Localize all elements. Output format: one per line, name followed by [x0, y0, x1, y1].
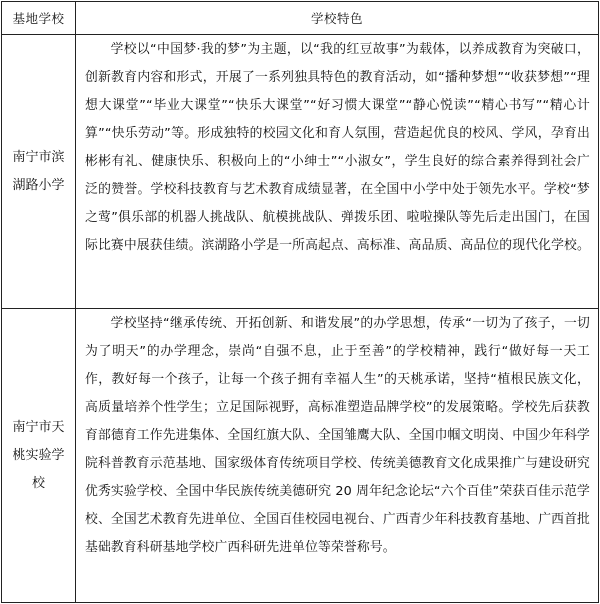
school-feature-table [1, 1, 599, 603]
table-row [2, 35, 599, 309]
school-name-line: 湖路小学 [12, 177, 65, 193]
school-name-line: 南宁市天 [12, 419, 65, 435]
header-feature: 学校特色 [76, 2, 599, 35]
school-feature-text: 学校坚持“继承传统、开拓创新、和谐发展”的办学思想，传承“一切为了孩子，一切为了明天”的办学理念，崇尚“自强不息，止于至善”的学校精神，践行“做好每一天工作，教好每一个孩子，让每一个孩子拥有幸福人生”的天桃承诺，坚持“植根民族文化，高质量培养个性学生；立足国际视野，高标准塑造品牌学校”的发展策略。学校先后获教育部德育工作先进集体、全国红旗大队、全国雏鹰大队、全国巾帼文明岗、中国少年科学院科普教育示范基地、国家级体育传统项目学校、传统美德教育文化成果推广与建设研究优秀实验学校、全国中华民族传统美德研究 20 周年纪念论坛“六个百佳”荣获百佳示范学校、全国艺术教育先进单位、全国百佳校园电视台、广西青少年科技教育基地、广西首批基础教育科研基地学校广西科研先进单位等荣誉称号。 [76, 309, 599, 603]
school-name-line: 南宁市滨 [12, 149, 65, 165]
school-name-line: 桃实验学 [12, 447, 65, 463]
school-name-cell [2, 309, 76, 603]
school-name-cell [2, 35, 76, 309]
school-name-line: 校 [31, 475, 45, 491]
table-header-row [2, 2, 599, 35]
table-row [2, 309, 599, 603]
school-feature-text: 学校以“中国梦·我的梦”为主题，以“我的红豆故事”为载体，以养成教育为突破口，创新教育内容和形式，开展了一系列独具特色的教育活动，如“播种梦想”“收获梦想”“理想大课堂”“毕业大课堂”“快乐大课堂”“好习惯大课堂”“静心悦读”“精心书写”“精心计算”“快乐劳动”等。形成独特的校园文化和育人氛围，营造起优良的校风、学风，孕育出彬彬有礼、健康快乐、积极向上的“小绅士”“小淑女”，学生良好的综合素养得到社会广泛的赞誉。学校科技教育与艺术教育成绩显著，在全国中小学中处于领先水平。学校“梦之莺”俱乐部的机器人挑战队、航模挑战队、弹拨乐团、啦啦操队等先后走出国门，在国际比赛中展获佳绩。滨湖路小学是一所高起点、高标准、高品质、高品位的现代化学校。 [76, 35, 599, 309]
header-school: 基地学校 [2, 2, 76, 35]
